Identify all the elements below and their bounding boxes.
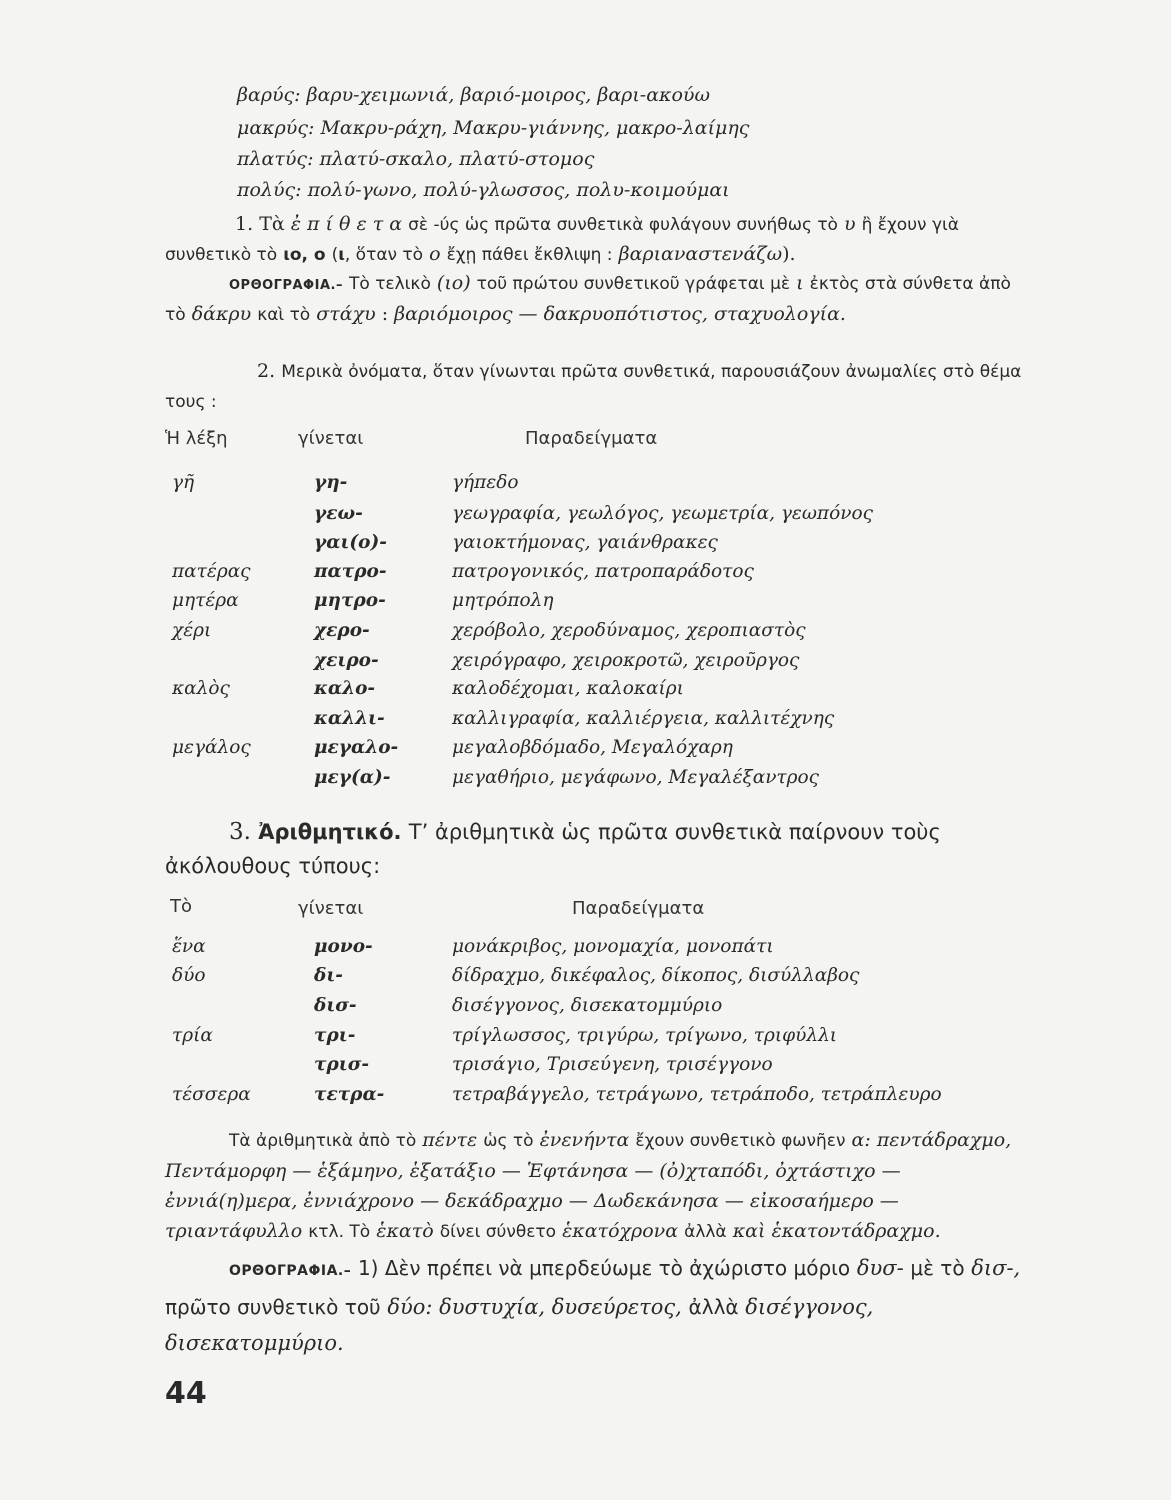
table-cell-examples: πατρογονικός, πατροπαράδοτος	[452, 561, 754, 582]
table-cell-examples: καλοδέχομαι, καλοκαίρι	[452, 678, 684, 699]
orthography-label: ΟΡΘΟΓΡΑΦΙΑ.–	[229, 278, 343, 293]
section-2-paragraph: 2. Μερικὰ ὀνόματα, ὅταν γίνωνται πρῶτα συνθετικά, παρουσιάζουν ἀνωμαλίες στὸ θέμα τους :	[165, 360, 1022, 412]
table-cell-form: μητρο-	[314, 590, 386, 611]
table-cell-word: καλὸς	[172, 678, 230, 699]
table-cell-examples: μεγαθήριο, μεγάφωνο, Μεγαλέξαντρος	[452, 767, 820, 788]
table-cell-word: τέσσερα	[172, 1084, 251, 1105]
table-cell-form: χερο-	[314, 620, 370, 641]
table-cell-examples: δίδραχμο, δικέφαλος, δίκοπος, δισύλλαβος	[452, 965, 860, 986]
table-cell-form: πατρο-	[314, 561, 387, 582]
table-cell-form: καλο-	[314, 678, 376, 699]
table-cell-examples: γαιοκτήμονας, γαιάνθρακες	[452, 532, 718, 553]
table-cell-examples: δισέγγονος, δισεκατομμύριο	[452, 995, 723, 1016]
page-number: 44	[165, 1376, 207, 1411]
numeral-vowel-paragraph: Τὰ ἀριθμητικὰ ἀπὸ τὸ πέντε ὡς τὸ ἐνενήντα ἔχουν συνθετικὸ φωνῆεν α: πεντάδραχμο, Πεντάμορφη — ἑξάμηνο, ἑξατάξιο — Ἑφτάνησα — (ὀ)χταπόδι, ὀχτάστιχο — ἐννιά(η)μερα, ἐννιάχρονο — δεκάδραχμο — Δωδεκάνησα — εἰκοσαήμερο — τριαντάφυλλο κτλ. Τὸ ἑκατὸ δίνει σύνθετο ἑκατόχρονα ἀλλὰ καὶ ἑκατοντάδραχμο.	[165, 1129, 1012, 1242]
table-cell-examples: τετραβάγγελο, τετράγωνο, τετράποδο, τετράπλευρο	[452, 1084, 942, 1105]
table-cell-word: ἕνα	[172, 936, 206, 957]
prefix-example-line: πλατύς: πλατύ-σκαλο, πλατύ-στομος	[237, 148, 595, 170]
table-cell-form: τετρα-	[314, 1084, 385, 1105]
table-cell-examples: μητρόπολη	[452, 590, 554, 611]
table-cell-form: μεγαλο-	[314, 737, 399, 758]
table-cell-form: μεγ(α)-	[314, 767, 391, 788]
table-cell-word: δύο	[172, 965, 206, 986]
table-header: Παραδείγματα	[525, 428, 658, 449]
table-cell-word: μητέρα	[172, 590, 239, 611]
table-header: γίνεται	[298, 898, 364, 919]
prefix-example-line: μακρύς: Μακρυ-ράχη, Μακρυ-γιάννης, μακρο-λαίμης	[237, 117, 750, 139]
table-cell-examples: τρισάγιο, Τρισεύγενη, τρισέγγονο	[452, 1054, 773, 1075]
table-cell-word: τρία	[172, 1025, 213, 1046]
table-cell-word: χέρι	[172, 620, 212, 641]
table-cell-form: δισ-	[314, 995, 357, 1016]
table-cell-examples: χερόβολο, χεροδύναμος, χεροπιαστὸς	[452, 620, 806, 641]
orthography-note-1: ΟΡΘΟΓΡΑΦΙΑ.– Τὸ τελικὸ (ιο) τοῦ πρώτου συνθετικοῦ γράφεται μὲ ι ἐκτὸς στὰ σύνθετα ἀπὸ τὸ δάκρυ καὶ τὸ στάχυ : βαριόμοιρος — δακρυοπότιστος, σταχυολογία.	[165, 272, 1011, 325]
table-cell-examples: γήπεδο	[452, 472, 519, 493]
prefix-example-line: βαρύς: βαρυ-χειμωνιά, βαριό-μοιρος, βαρι-ακούω	[237, 84, 710, 106]
section-1-paragraph: 1. Τὰ ἐ π ί θ ε τ α σὲ -ύς ὡς πρῶτα συνθετικὰ φυλάγουν συνήθως τὸ υ ἢ ἔχουν γιὰ συνθετικὸ τὸ ιο, ο (ι, ὅταν τὸ ο ἔχῃ πάθει ἔκθλιψη : βαριαναστενάζω).	[165, 213, 959, 265]
prefix-example-line: πολύς: πολύ-γωνο, πολύ-γλωσσος, πολυ-κοιμούμαι	[237, 179, 730, 201]
table-cell-word: μεγάλος	[172, 737, 251, 758]
section-3-title: Ἀριθμητικό.	[258, 820, 402, 844]
table-cell-examples: μεγαλοβδόμαδο, Μεγαλόχαρη	[452, 737, 733, 758]
table-cell-examples: χειρόγραφο, χειροκροτῶ, χειροῦργος	[452, 650, 800, 671]
section-3-paragraph: 3. Ἀριθμητικό. Τ’ ἀριθμητικὰ ὡς πρῶτα συνθετικὰ παίρνουν τοὺς ἀκόλουθους τύπους:	[165, 819, 941, 878]
table-cell-form: καλλι-	[314, 708, 385, 729]
table-cell-form: τρι-	[314, 1025, 356, 1046]
table-cell-examples: τρίγλωσσος, τριγύρω, τρίγωνο, τριφύλλι	[452, 1025, 838, 1046]
table-cell-form: γη-	[314, 472, 348, 493]
table-header: γίνεται	[298, 428, 364, 449]
table-cell-word: πατέρας	[172, 561, 251, 582]
table-cell-form: γεω-	[314, 503, 363, 524]
orthography-note-2: ΟΡΘΟΓΡΑΦΙΑ.– 1) Δὲν πρέπει νὰ μπερδεύωμε τὸ ἀχώριστο μόριο δυσ- μὲ τὸ δισ-, πρῶτο συνθετικὸ τοῦ δύο: δυστυχία, δυσεύρετος, ἀλλὰ δισέγγονος, δισεκατομμύριο.	[165, 1256, 1021, 1355]
table-cell-form: τρισ-	[314, 1054, 370, 1075]
table-cell-examples: καλλιγραφία, καλλιέργεια, καλλιτέχνης	[452, 708, 835, 729]
table-cell-form: χειρο-	[314, 650, 379, 671]
table-header: Παραδείγματα	[572, 898, 705, 919]
table-cell-examples: μονάκριβος, μονομαχία, μονοπάτι	[452, 936, 774, 957]
table-cell-word: γῆ	[172, 472, 195, 493]
table-header: Τὸ	[170, 896, 193, 917]
table-cell-form: γαι(ο)-	[314, 532, 387, 553]
table-cell-form: μονο-	[314, 936, 373, 957]
table-cell-form: δι-	[314, 965, 343, 986]
table-cell-examples: γεωγραφία, γεωλόγος, γεωμετρία, γεωπόνος	[452, 503, 873, 524]
orthography-label: ΟΡΘΟΓΡΑΦΙΑ.–	[229, 1263, 352, 1279]
table-header: Ἡ λέξη	[165, 428, 228, 449]
